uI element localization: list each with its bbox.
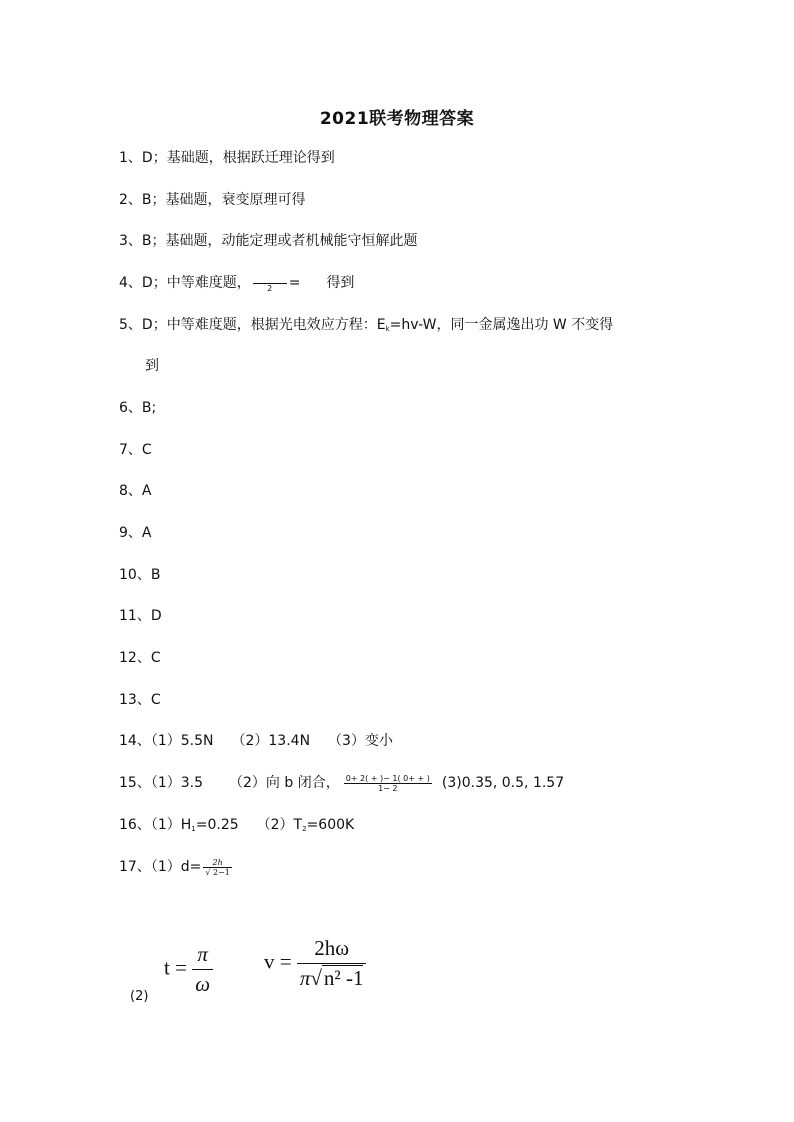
answer-12: 12、C	[119, 650, 161, 666]
answer-17: 17、（1）d= $\frac{\text{2ℎ}}{√ 2-1}$	[119, 857, 230, 877]
answer-17-fraction: $\frac{\text{2ℎ}}{√ 2-1}$	[205, 857, 230, 877]
answer-10: 10、B	[119, 567, 161, 583]
answer-14: 14、（1）5.5N （2）13.4N （3）变小	[119, 733, 393, 749]
formula-v: v = $\frac{2h\omega}{\text{π√n² -1}}$	[264, 936, 366, 991]
answer-8: 8、A	[119, 483, 152, 499]
part2-label: (2)	[130, 989, 149, 1004]
answer-3: 3、B；基础题，动能定理或者机械能守恒解此题	[119, 233, 418, 249]
answer-11: 11、D	[119, 608, 162, 624]
answer-16: 16、$(1)H_1=0.25$ $(2)T_2=600K$	[119, 817, 355, 833]
answer-9: 9、A	[119, 525, 152, 541]
formula-t: t = $\frac{\pi}{\omega}$	[164, 942, 213, 997]
answer-7: 7、C	[119, 442, 152, 458]
page-title: 2021联考物理答案	[319, 109, 475, 129]
answer-2: 2、B；基础题，衰变原理可得	[119, 192, 306, 208]
answer-6: 6、B;	[119, 400, 157, 416]
answer-4-fraction: 2	[253, 274, 287, 293]
answer-1: 1、D；基础题，根据跃迁理论得到	[119, 150, 335, 166]
answer-13: 13、C	[119, 692, 161, 708]
answer-5: 5、D；中等难度题，根据光电效应方程：$E_k=hv-W$，同一金属逸出功 W 不变得	[119, 317, 614, 333]
answer-5-continued: 到	[145, 358, 159, 374]
answer-15: 15、（1）3.5 （2）向 b 闭合， $\frac{0+ 2( + )- 1( 0+ + )}{1- 2}$ (3)0.35, 0.5, 1.57	[119, 773, 565, 793]
answer-15-fraction: $\frac{0+ 2( + )- 1( 0+ + )}{1- 2}$	[345, 773, 430, 793]
answer-4: 4、D；中等难度题， 2 = 得到	[119, 275, 355, 293]
